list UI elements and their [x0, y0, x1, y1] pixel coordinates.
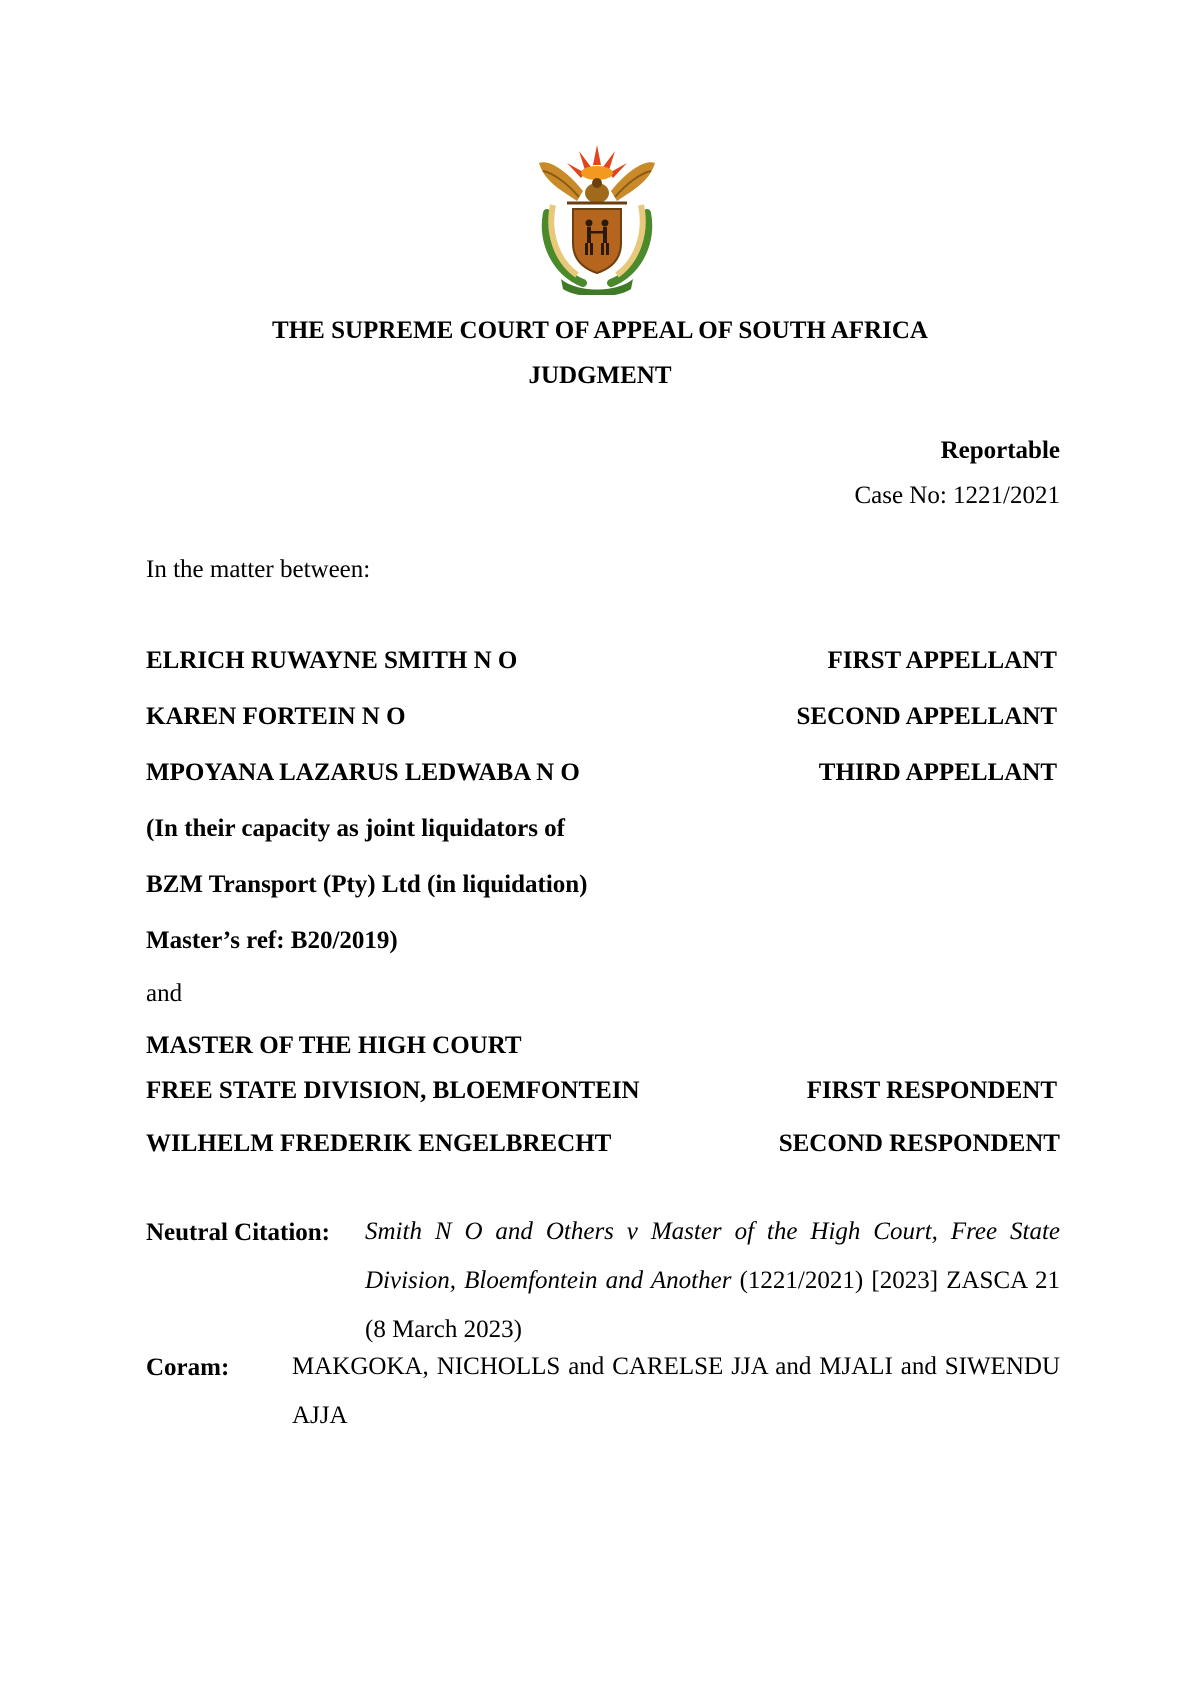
coram-text: MAKGOKA, NICHOLLS and CARELSE JJA and MJALI and SIWENDU AJJA — [292, 1353, 1060, 1429]
capacity-line: BZM Transport (Pty) Ltd (in liquidation) — [146, 871, 588, 898]
and-separator: and — [146, 980, 183, 1007]
case-number: Case No: 1221/2021 — [854, 482, 1060, 509]
capacity-line: (In their capacity as joint liquidators of — [146, 815, 565, 842]
respondent-role: SECOND RESPONDENT — [778, 1130, 1060, 1157]
intro-text: In the matter between: — [146, 556, 371, 583]
respondent-role: FIRST RESPONDENT — [806, 1077, 1057, 1104]
appellant-name: KAREN FORTEIN N O — [146, 703, 406, 730]
court-heading: THE SUPREME COURT OF APPEAL OF SOUTH AFRICA — [272, 317, 928, 344]
coram-label: Coram: — [146, 1354, 230, 1381]
appellant-role: THIRD APPELLANT — [818, 759, 1057, 786]
appellant-name: MPOYANA LAZARUS LEDWABA N O — [146, 759, 580, 786]
coram-body — [292, 1342, 1060, 1440]
appellant-role: SECOND APPELLANT — [796, 703, 1057, 730]
capacity-line: Master’s ref: B20/2019) — [146, 927, 398, 954]
appellant-role: FIRST APPELLANT — [827, 647, 1057, 674]
respondent-name: FREE STATE DIVISION, BLOEMFONTEIN — [146, 1077, 640, 1104]
respondent-name: WILHELM FREDERIK ENGELBRECHT — [146, 1130, 612, 1157]
judgment-heading: JUDGMENT — [528, 362, 672, 389]
citation-body — [365, 1207, 1060, 1354]
respondent-name: MASTER OF THE HIGH COURT — [146, 1032, 522, 1059]
appellant-name: ELRICH RUWAYNE SMITH N O — [146, 647, 518, 674]
citation-case-title: Smith N O and Others v Master of the High Court, Free State Division, Bloemfontein and Another — [365, 1218, 1060, 1294]
reportable-label: Reportable — [940, 437, 1060, 464]
citation-reference: (1221/2021) [2023] ZASCA 21 (8 March 2023) — [365, 1267, 1060, 1343]
coat-of-arms-icon — [527, 143, 667, 295]
citation-label: Neutral Citation: — [146, 1219, 330, 1246]
